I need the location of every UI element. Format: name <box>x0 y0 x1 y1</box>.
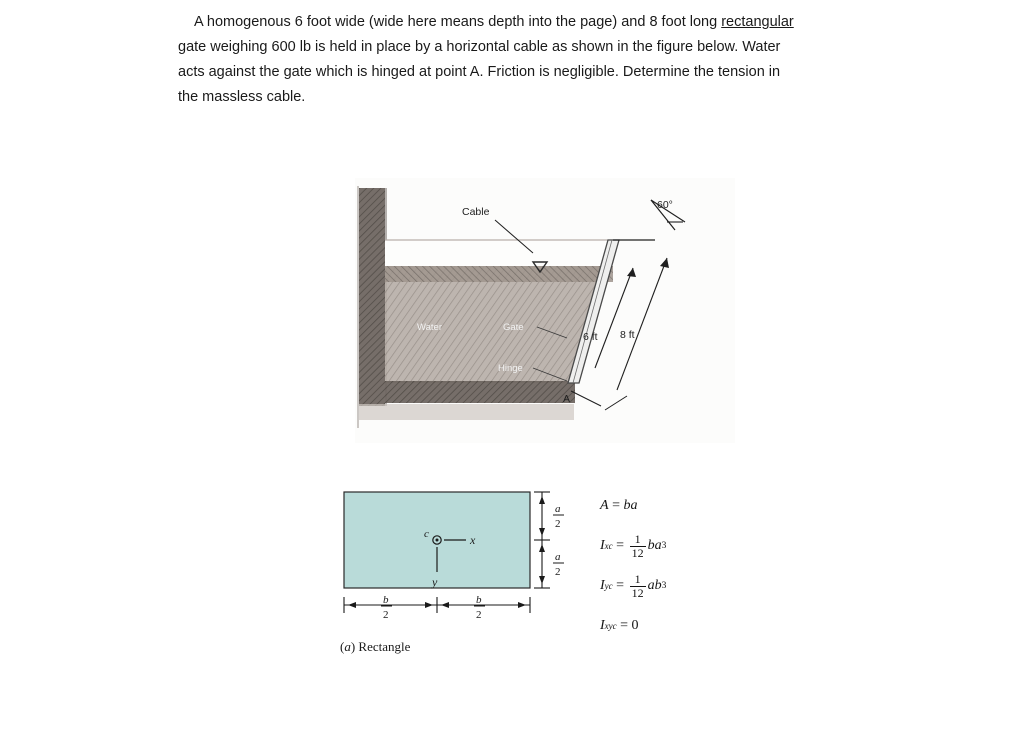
vertical-dim-arrow-mid-up <box>539 528 545 536</box>
dim-b-half-right-den: 2 <box>476 609 482 621</box>
problem-line-1-underlined: rectangular <box>721 14 794 30</box>
horizontal-dim-arrow-right <box>518 602 526 608</box>
gate-figure-svg <box>355 178 735 443</box>
formula-ixyc <box>600 606 840 646</box>
dim-b-half-right-num: b <box>476 594 482 606</box>
formula-area-rhs: ba <box>623 498 638 513</box>
formula-iyc-sub: yc <box>604 581 613 591</box>
dim-a-half-lower-num: a <box>555 551 561 563</box>
formula-iyc-den: 12 <box>631 585 644 600</box>
angle-label: 60° <box>657 199 673 211</box>
horizontal-dim-arrow-midright <box>441 602 449 608</box>
cable-label: Cable <box>462 206 490 218</box>
problem-statement <box>178 10 908 110</box>
channel-floor <box>385 381 575 403</box>
problem-line-1a: A homogenous 6 foot wide (wide here means depth into the page) and 8 foot long <box>194 14 722 30</box>
formula-iyc <box>600 566 840 606</box>
dim-a-half-upper-den: 2 <box>555 518 561 530</box>
formula-ixc-tail: ba <box>647 538 662 553</box>
water-label: Water <box>417 322 442 333</box>
formula-iyc-eq: = <box>616 578 625 593</box>
problem-line-4: the massless cable. <box>178 89 306 105</box>
formula-ixc-tail-sup: 3 <box>661 541 667 551</box>
formula-iyc-fraction <box>630 573 646 599</box>
formula-ixyc-lhs: I <box>600 618 605 633</box>
vertical-dim-arrow-top <box>539 496 545 504</box>
centroid-label: c <box>424 528 429 540</box>
formula-ixc-num: 1 <box>634 531 641 546</box>
rectangle-caption-letter: a <box>344 639 351 654</box>
formula-ixc-eq: = <box>616 538 625 553</box>
y-axis-label: y <box>432 575 438 589</box>
vertical-dim-arrow-mid-down <box>539 544 545 552</box>
vertical-dim-arrow-bottom <box>539 576 545 584</box>
formula-ixyc-sub: xyc <box>604 621 617 631</box>
air-gap <box>385 240 613 266</box>
dim-b-half-left-den: 2 <box>383 609 389 621</box>
rectangle-caption-suffix: ) Rectangle <box>350 639 411 654</box>
dim-6ft-label: 6 ft <box>583 331 598 343</box>
dim-8ft-label: 8 ft <box>620 329 635 341</box>
point-a-label: A <box>563 393 571 405</box>
dim-a-half-lower-den: 2 <box>555 566 561 578</box>
formula-ixc <box>600 526 840 566</box>
formula-ixc-sub: xc <box>604 541 613 551</box>
floor-shadow <box>359 404 574 420</box>
formula-ixc-fraction <box>630 533 646 559</box>
formula-ixc-lhs: I <box>600 538 605 553</box>
left-wall <box>359 188 385 406</box>
rectangle-figure-svg <box>336 486 596 661</box>
gate-label: Gate <box>503 322 524 333</box>
formula-ixc-den: 12 <box>631 545 644 560</box>
formula-iyc-lhs: I <box>600 578 605 593</box>
hinge-label: Hinge <box>498 363 523 374</box>
gate-figure <box>355 178 735 443</box>
horizontal-dim-arrow-midleft <box>425 602 433 608</box>
formula-area-eq: = <box>612 498 620 513</box>
dim-b-half-left-num: b <box>383 594 389 606</box>
formula-iyc-tail: ab <box>647 578 662 593</box>
horizontal-dim-arrow-left <box>348 602 356 608</box>
formula-area-lhs: A <box>600 498 609 513</box>
formula-iyc-tail-sup: 3 <box>661 581 667 591</box>
formula-iyc-num: 1 <box>634 571 641 586</box>
problem-line-3: acts against the gate which is hinged at point A. Friction is negligible. Determine the tension in <box>178 64 781 80</box>
problem-line-2: gate weighing 600 lb is held in place by a horizontal cable as shown in the figure below. Water <box>178 39 781 55</box>
formula-area <box>600 486 840 526</box>
x-axis-label: x <box>470 533 476 547</box>
formula-ixyc-eq: = 0 <box>620 618 639 633</box>
centroid-dot <box>436 539 439 542</box>
dim-a-half-upper-num: a <box>555 503 561 515</box>
rectangle-properties-formulas <box>600 486 840 646</box>
rectangle-caption-prefix: ( <box>340 639 345 654</box>
rectangle-caption <box>340 639 410 655</box>
water-surface-band <box>385 266 613 282</box>
